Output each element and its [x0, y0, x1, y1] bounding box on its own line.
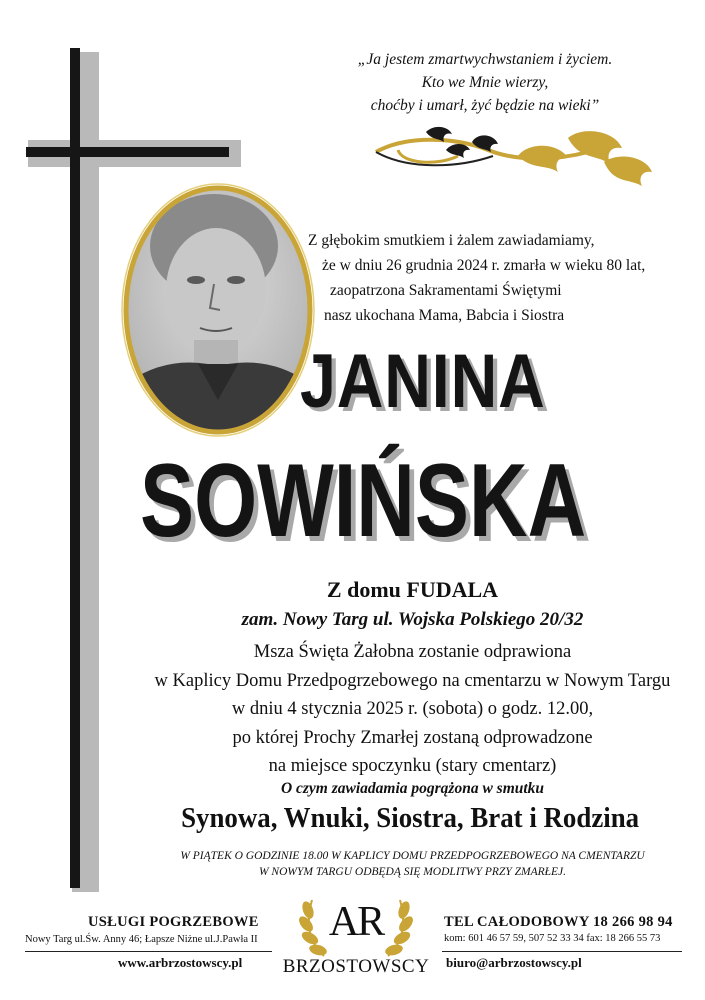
prayer-line: W PIĄTEK O GODZINIE 18.00 W KAPLICY DOMU PRZEDPOGRZEBOWEGO NA CMENTARZU: [180, 850, 645, 862]
logo-letters: AR: [328, 899, 384, 945]
mourners-line: Synowa, Wnuki, Siostra, Brat i Rodzina: [181, 803, 640, 834]
last-name: SOWIŃSKA: [140, 443, 587, 559]
company-logo: [272, 886, 440, 986]
footer-divider-left: [25, 951, 272, 952]
ceremony-line: w Kaplicy Domu Przedpogrzebowego na cmentarzu w Nowym Targu: [154, 670, 671, 691]
phone-title: TEL CAŁODOBOWY 18 266 98 94: [444, 914, 673, 930]
maiden-name: Z domu FUDALA: [326, 577, 499, 602]
ceremony-line: po której Prochy Zmarłej zostaną odprowadzone: [232, 727, 593, 748]
funeral-services-address: Nowy Targ ul.Św. Anny 46; Łapsze Niżne ul.J.Pawła II: [25, 934, 258, 945]
announce-line: O czym zawiadamia pogrążona w smutku: [280, 780, 545, 797]
bible-quote: [320, 48, 650, 117]
residence-address: zam. Nowy Targ ul. Wojska Polskiego 20/32: [241, 609, 584, 630]
ceremony-line: w dniu 4 stycznia 2025 r. (sobota) o godz. 12.00,: [231, 699, 594, 719]
quote-line: Kto we Mnie wierzy,: [421, 74, 549, 91]
logo-company-name: BRZOSTOWSCY: [282, 956, 430, 977]
prayer-notice: [0, 848, 705, 880]
intro-line: nasz ukochana Mama, Babcia i Siostra: [324, 307, 565, 324]
cross-horizontal-beam: [26, 147, 229, 157]
website-link[interactable]: www.arbrzostowscy.pl: [118, 955, 243, 970]
intro-line: zaopatrzona Sakramentami Świętymi: [330, 282, 562, 299]
first-name: JANINA: [300, 339, 546, 424]
email-link[interactable]: biuro@arbrzostowscy.pl: [446, 955, 582, 970]
intro-text: [308, 228, 668, 328]
ceremony-line: Msza Święta Żałobna zostanie odprawiona: [253, 642, 572, 662]
leaf-ornament-icon: [368, 120, 658, 200]
funeral-services-title: USŁUGI POGRZEBOWE: [88, 914, 259, 930]
quote-line: choćby i umarł, żyć będzie na wieki”: [370, 97, 600, 114]
intro-line: Z głębokim smutkiem i żalem zawiadamiamy,: [308, 232, 595, 249]
quote-line: „Ja jestem zmartwychwstaniem i życiem.: [357, 51, 613, 68]
ceremony-details: [0, 638, 705, 781]
portrait-photo: [118, 180, 318, 440]
phone-details: kom: 601 46 57 59, 507 52 33 34 fax: 18 266 55 73: [444, 933, 661, 944]
footer-divider-right: [442, 951, 682, 952]
intro-line: że w dniu 26 grudnia 2024 r. zmarła w wieku 80 lat,: [322, 257, 646, 274]
prayer-line: W NOWYM TARGU ODBĘDĄ SIĘ MODLITWY PRZY ZMARŁEJ.: [258, 866, 567, 878]
ceremony-line: na miejsce spoczynku (stary cmentarz): [268, 756, 557, 776]
